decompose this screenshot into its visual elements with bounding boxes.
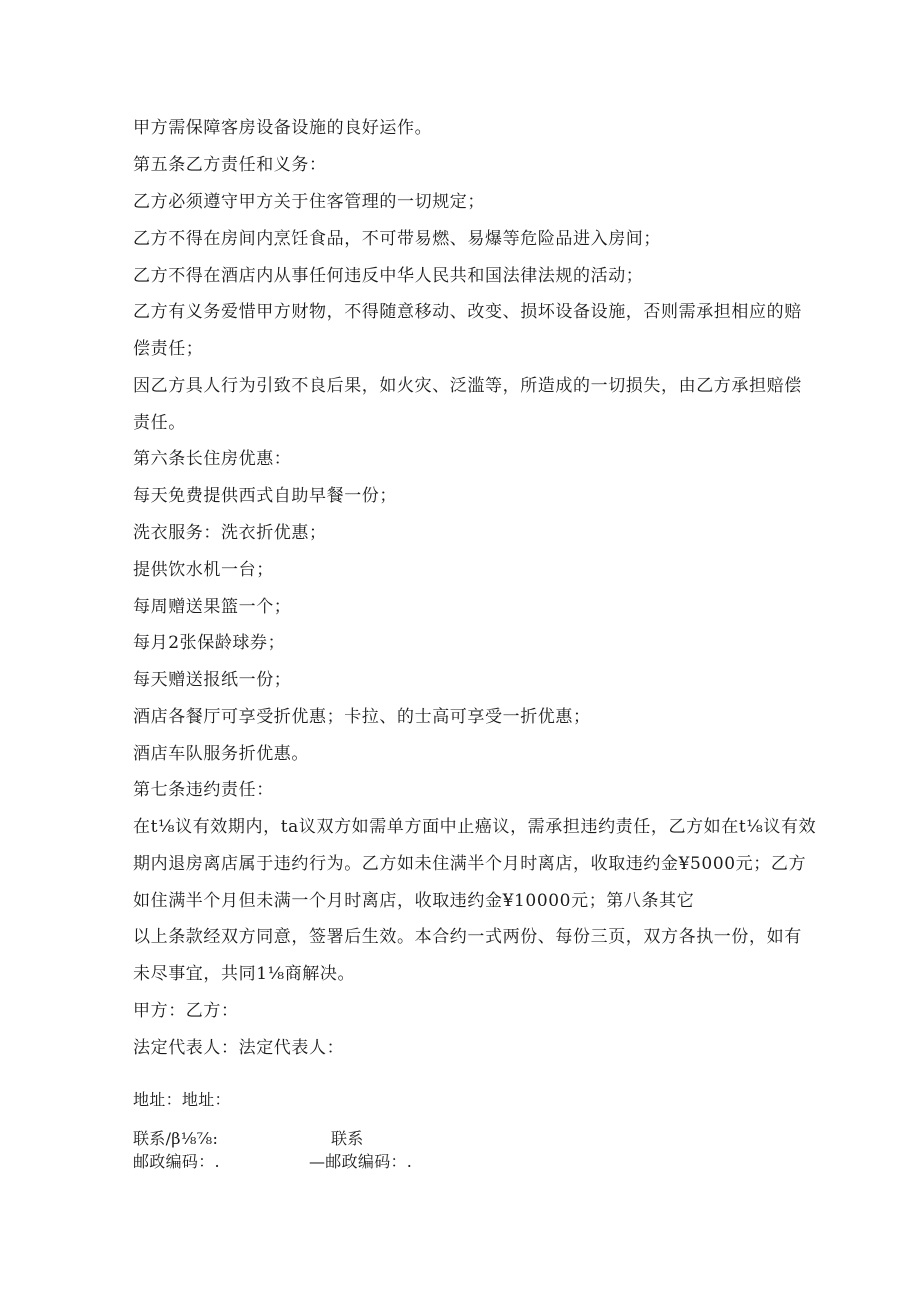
contact-left: 联系/β⅛⅞: [133,1129,219,1148]
contact-right: 联系 [331,1129,364,1148]
clause-line: 乙方不得在房间内烹饪食品，不可带易燃、易爆等危险品进入房间； [133,229,661,249]
section-heading-5: 第五条乙方责任和义务： [133,155,327,175]
postal-left: 邮政编码：. [133,1152,220,1171]
clause-line: 以上条款经双方同意，签署后生效。本合约一式两份、每份三页，双方各执一份，如有 [133,927,802,947]
clause-line: 未尽事宜，共同1⅛商解决。 [133,964,356,984]
section-heading-6: 第六条长住房优惠： [133,449,292,469]
clause-line: 乙方必须遵守甲方关于住客管理的一切规定； [133,192,485,212]
benefit-line: 提供饮水机一台； [133,560,274,580]
benefit-line: 每月2张保龄球券； [133,633,286,653]
postal-right: —邮政编码：. [309,1152,413,1171]
legal-rep-line: 法定代表人：法定代表人： [133,1038,345,1058]
benefit-line: 酒店各餐厅可享受折优惠；卡拉、的士高可享受一折优惠； [133,707,591,727]
clause-line: 在t⅛议有效期内，ta议双方如需单方面中止癌议，需承担违约责任，乙方如在t⅛议有效 [133,817,817,837]
clause-line: 因乙方具人行为引致不良后果，如火灾、泛滥等，所造成的一切损失，由乙方承担赔偿 [133,376,802,396]
clause-line: 甲方需保障客房设备设施的良好运作。 [133,118,433,138]
benefit-line: 洗衣服务：洗衣折优惠； [133,523,327,543]
clause-line: 乙方不得在酒店内从事任何违反中华人民共和国法律法规的活动； [133,266,644,286]
clause-line: 偿责任； [133,339,204,359]
clause-line: 期内退房离店属于违约行为。乙方如未住满半个月时离店，收取违约金¥5000元；乙方 [133,854,807,874]
clause-line: 责任。 [133,413,186,433]
clause-line: 乙方有义务爱惜甲方财物，不得随意移动、改变、损坏设备设施，否则需承担相应的赔 [133,302,802,322]
benefit-line: 每天赠送报纸一份； [133,670,292,690]
party-names-line: 甲方：乙方： [133,1001,239,1021]
section-heading-7: 第七条违约责任： [133,780,274,800]
address-line: 地址：地址： [133,1090,231,1109]
benefit-line: 酒店车队服务折优惠。 [133,744,309,764]
benefit-line: 每周赠送果篮一个； [133,597,292,617]
benefit-line: 每天免费提供西式自助早餐一份； [133,486,397,506]
clause-line: 如住满半个月但未满一个月时离店，收取违约金¥10000元；第八条其它 [133,891,695,911]
